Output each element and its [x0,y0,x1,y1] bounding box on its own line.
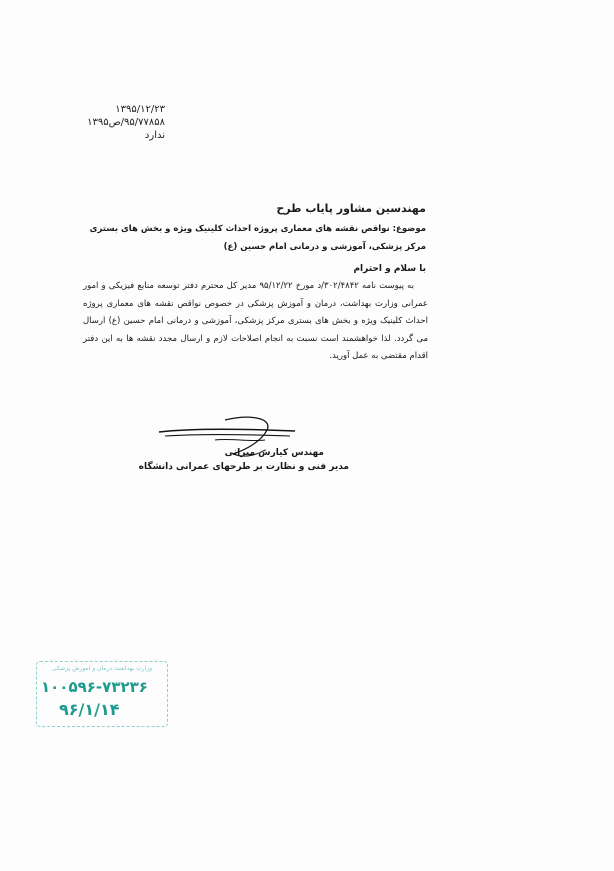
signer-name: مهندس کیارش میرانی [224,448,324,458]
letter-greeting: با سلام و احترام [353,264,426,274]
letter-date: ۱۳۹۵/۱۲/۲۳ [115,104,165,115]
stamp-date: ۹۶/۱/۱۴ [59,700,120,719]
receipt-stamp [36,661,168,727]
letter-number: ۹۵/۷۷۸۵۸/ص۱۳۹۵ [87,117,165,128]
letter-subject: موضوع: نواقص نقشه های معماری پروژه احداث کلینیک ویژه و بخش های بستری مرکز پزشکی، آموزشی و درمانی امام حسین (ع) [89,224,426,252]
letter-body [83,278,428,366]
signer-title: مدیر فنی و نظارت بر طرحهای عمرانی دانشگاه [138,462,349,472]
letter-body-paragraph: به پیوست نامه ۳۰۲/۴۸۴۲/د مورخ ۹۵/۱۲/۲۲ مدیر کل محترم دفتر توسعه منابع فیزیکی و امور عمرانی وزارت بهداشت، درمان و آموزش پزشکی در خصوص نواقص نقشه های معماری پروژه احداث کلینیک ویژه و بخش های بستری مرکز پزشکی، آموزشی و درمانی امام حسین (ع) ارسال می گردد. لذا خواهشمند است نسبت به انجام اصلاحات لازم و ارسال مجدد نقشه ها به این دفتر اقدام مقتضی به عمل آورید. [83,281,428,361]
letter-meta [87,103,165,142]
letter-recipient: مهندسین مشاور پایاب طرح [276,202,426,215]
stamp-header: وزارت بهداشت درمان و آموزش پزشکی [51,665,153,672]
letter-attachment: ندارد [144,130,165,141]
stamp-number: ۱۰۰۵۹۶-۷۳۲۳۶ [41,678,148,696]
